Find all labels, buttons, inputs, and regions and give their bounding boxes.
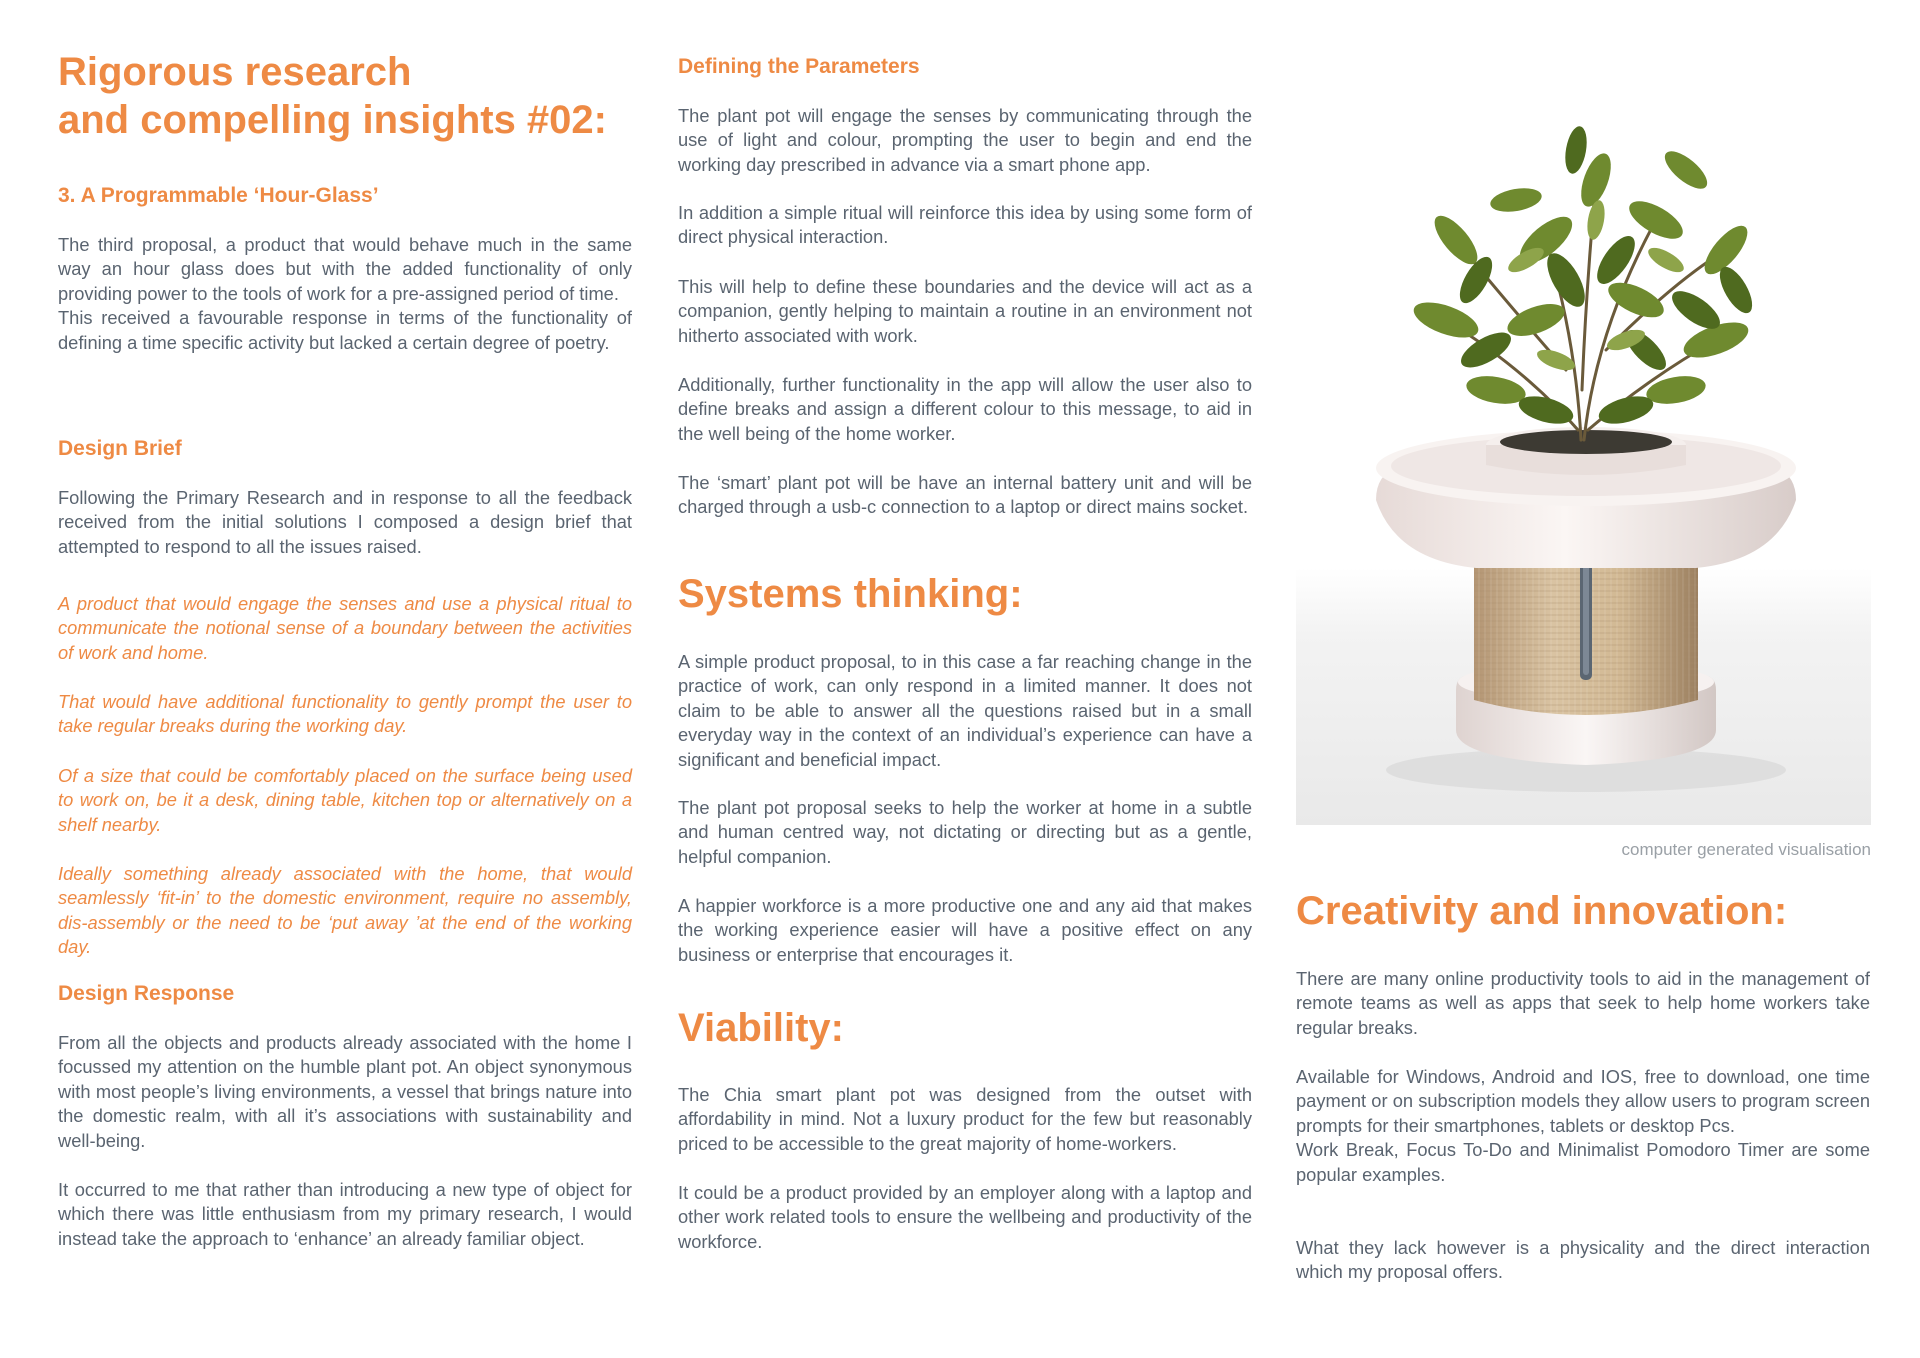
section-hourglass-title: 3. A Programmable ‘Hour-Glass’ xyxy=(58,184,379,207)
parameters-paragraph-3: This will help to define these boundaries and the device will act as a companion, gently helping to maintain a routine in an environment not hitherto associated with work. xyxy=(678,276,1252,346)
parameters-paragraph-4: Additionally, further functionality in the app will allow the user also to define breaks and assign a different colour to this message, to aid in the well being of the home worker. xyxy=(678,374,1252,444)
systems-paragraph-1: A simple product proposal, to in this case a far reaching change in the practice of work, can only respond in a limited manner. It does not claim to be able to answer all the questions raised but in a small everyday way in the context of an individual’s experience can have a significant and beneficial impact. xyxy=(678,651,1252,770)
plant-leaves xyxy=(1409,125,1758,429)
brief-point-1: A product that would engage the senses and use a physical ritual to communicate the notional sense of a boundary between the activities of work and home. xyxy=(58,593,632,663)
design-response-title: Design Response xyxy=(58,982,235,1005)
design-response-paragraph-1: From all the objects and products already associated with the home I focussed my attention on the humble plant pot. An object synonymous with most people’s living environments, a vessel that brings nature into the domestic realm, with all it’s associations with sustainability and well-being. xyxy=(58,1032,632,1151)
design-brief-paragraph: Following the Primary Research and in response to all the feedback received from the initial solutions I composed a design brief that attempted to respond to all the issues raised. xyxy=(58,487,632,557)
viability-title: Viability: xyxy=(678,1006,844,1050)
brief-point-2: That would have additional functionality to gently prompt the user to take regular breaks during the working day. xyxy=(58,691,632,737)
creativity-paragraph-2 xyxy=(1296,1065,1870,1187)
brief-point-4: Ideally something already associated with the home, that would seamlessly ‘fit-in’ to the domestic environment, require no assembly, dis-assembly or the need to be ‘put away ’at the end of the working day. xyxy=(58,863,632,958)
creativity-paragraph-1: There are many online productivity tools to aid in the management of remote teams as well as apps that seek to help home workers take regular breaks. xyxy=(1296,968,1870,1038)
parameters-paragraph-5: The ‘smart’ plant pot will be have an internal battery unit and will be charged through a usb-c connection to a laptop or direct mains socket. xyxy=(678,472,1252,518)
viability-paragraph-1: The Chia smart plant pot was designed from the outset with affordability in mind. Not a luxury product for the few but reasonably priced to be accessible to the great majority of home-workers. xyxy=(678,1084,1252,1154)
systems-paragraph-2: The plant pot proposal seeks to help the worker at home in a subtle and human centred way, not dictating or directing but as a gentle, helpful companion. xyxy=(678,797,1252,867)
hourglass-paragraph-1: The third proposal, a product that would behave much in the same way an hour glass does but with the added functionality of only providing power to the tools of work for a pre-assigned period of time. xyxy=(58,234,632,304)
page-title-line1: Rigorous research xyxy=(58,50,412,94)
creativity-paragraph-2b: Work Break, Focus To-Do and Minimalist Pomodoro Timer are some popular examples. xyxy=(1296,1139,1870,1185)
section-hourglass-body xyxy=(58,233,632,355)
image-caption: computer generated visualisation xyxy=(1621,840,1871,859)
brief-point-3: Of a size that could be comfortably placed on the surface being used to work on, be it a desk, dining table, kitchen top or alternatively on a shelf nearby. xyxy=(58,765,632,835)
viability-paragraph-2: It could be a product provided by an employer along with a laptop and other work related tools to ensure the wellbeing and productivity of the workforce. xyxy=(678,1182,1252,1252)
creativity-paragraph-3: What they lack however is a physicality and the direct interaction which my proposal offers. xyxy=(1296,1237,1870,1283)
design-brief-title: Design Brief xyxy=(58,437,182,460)
page-title xyxy=(58,48,632,144)
parameters-paragraph-2: In addition a simple ritual will reinforce this idea by using some form of direct physical interaction. xyxy=(678,202,1252,248)
plant-pot-image xyxy=(1296,90,1871,825)
design-response-paragraph-2: It occurred to me that rather than introducing a new type of object for which there was little enthusiasm from my primary research, I would instead take the approach to ‘enhance’ an already familiar object. xyxy=(58,1179,632,1249)
page-title-line2: and compelling insights #02: xyxy=(58,98,607,142)
plant-pot-visualisation xyxy=(1296,90,1871,825)
creativity-paragraph-2a: Available for Windows, Android and IOS, free to download, one time payment or on subscription models they allow users to program screen prompts for their smartphones, tablets or desktop Pcs. xyxy=(1296,1066,1870,1136)
systems-paragraph-3: A happier workforce is a more productive one and any aid that makes the working experience easier will have a positive effect on any business or enterprise that encourages it. xyxy=(678,895,1252,965)
parameters-paragraph-1: The plant pot will engage the senses by communicating through the use of light and colour, prompting the user to begin and end the working day prescribed in advance via a smart phone app. xyxy=(678,105,1252,175)
systems-thinking-title: Systems thinking: xyxy=(678,572,1023,616)
creativity-title: Creativity and innovation: xyxy=(1296,889,1788,933)
hourglass-paragraph-2: This received a favourable response in terms of the functionality of defining a time specific activity but lacked a certain degree of poetry. xyxy=(58,307,632,353)
parameters-title: Defining the Parameters xyxy=(678,55,920,78)
